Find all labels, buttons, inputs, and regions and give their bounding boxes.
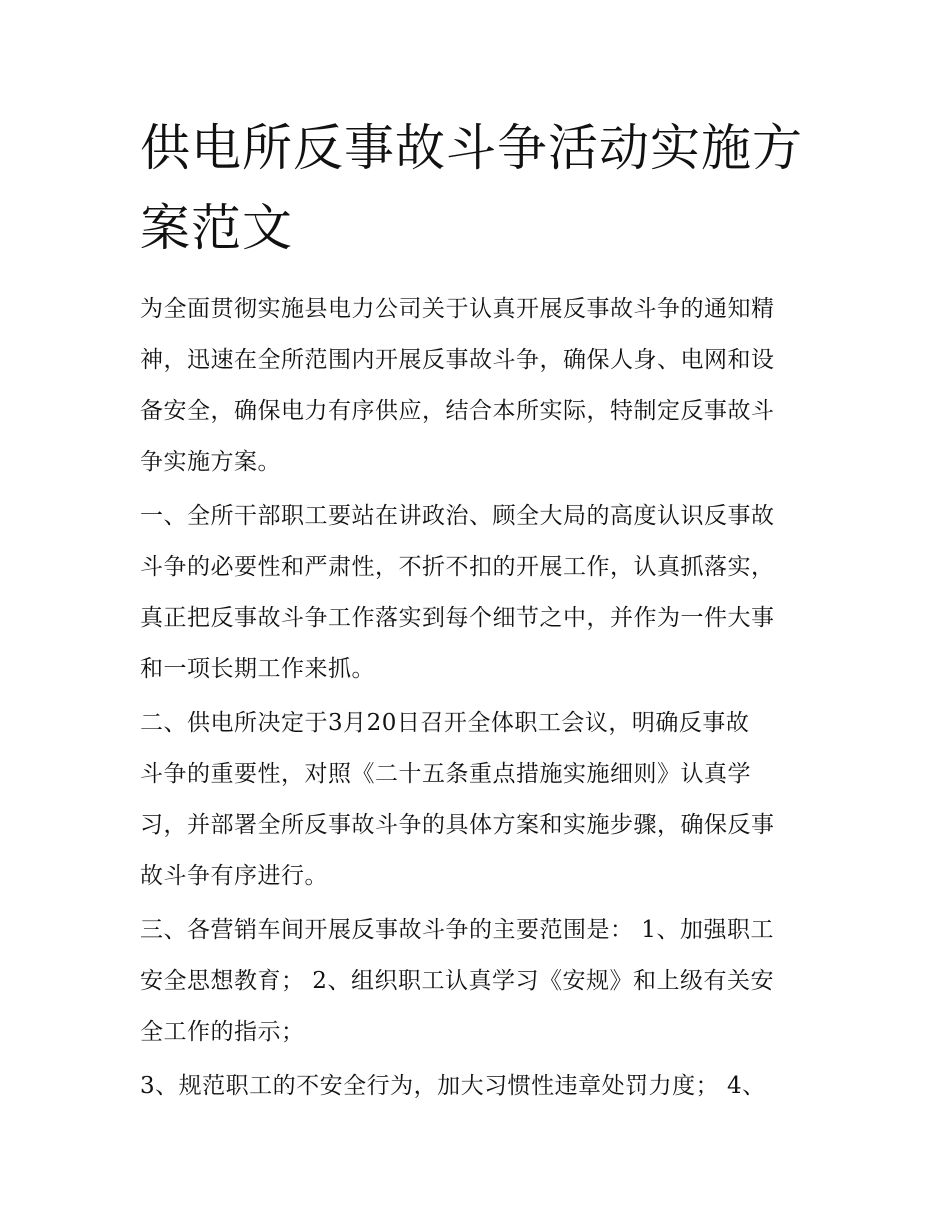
paragraph-intro (140, 284, 820, 488)
text-line: 斗争的重要性，对照《二十五条重点措施实施细则》认真学 (140, 761, 751, 787)
text-line: 争实施方案。 (140, 449, 281, 475)
text-line: 故斗争有序进行。 (140, 863, 328, 889)
paragraph-item-1 (140, 491, 820, 695)
text-line: 备安全，确保电力有序供应，结合本所实际，特制定反事故斗 (140, 398, 775, 424)
paragraph-item-2 (140, 698, 820, 902)
text-line: 一、全所干部职工要站在讲政治、顾全大局的高度认识反事故 (140, 503, 775, 529)
title-line: 案范文 (140, 199, 293, 257)
text-line: 习，并部署全所反事故斗争的具体方案和实施步骤，确保反事 (140, 812, 775, 838)
text-line: 3、规范职工的不安全行为，加大习惯性违章处罚力度； 4、 (140, 1073, 766, 1099)
text-line: 二、供电所决定于3月20日召开全体职工会议，明确反事故 (140, 710, 750, 736)
text-line: 安全思想教育； 2、组织职工认真学习《安规》和上级有关安 (140, 968, 774, 994)
text-line: 和一项长期工作来抓。 (140, 656, 375, 682)
title-line: 供电所反事故斗争活动实施方 (140, 119, 803, 177)
text-line: 神，迅速在全所范围内开展反事故斗争，确保人身、电网和设 (140, 347, 775, 373)
text-line: 三、各营销车间开展反事故斗争的主要范围是： 1、加强职工 (140, 917, 774, 943)
document-title (140, 108, 820, 268)
paragraph-item-3 (140, 905, 820, 1058)
paragraph-item-3-continued (140, 1061, 820, 1112)
text-line: 为全面贯彻实施县电力公司关于认真开展反事故斗争的通知精 (140, 296, 775, 322)
text-line: 斗争的必要性和严肃性，不折不扣的开展工作，认真抓落实， (140, 554, 775, 580)
text-line: 真正把反事故斗争工作落实到每个细节之中，并作为一件大事 (140, 605, 775, 631)
document-page (140, 108, 820, 1115)
text-line: 全工作的指示； (140, 1019, 305, 1045)
